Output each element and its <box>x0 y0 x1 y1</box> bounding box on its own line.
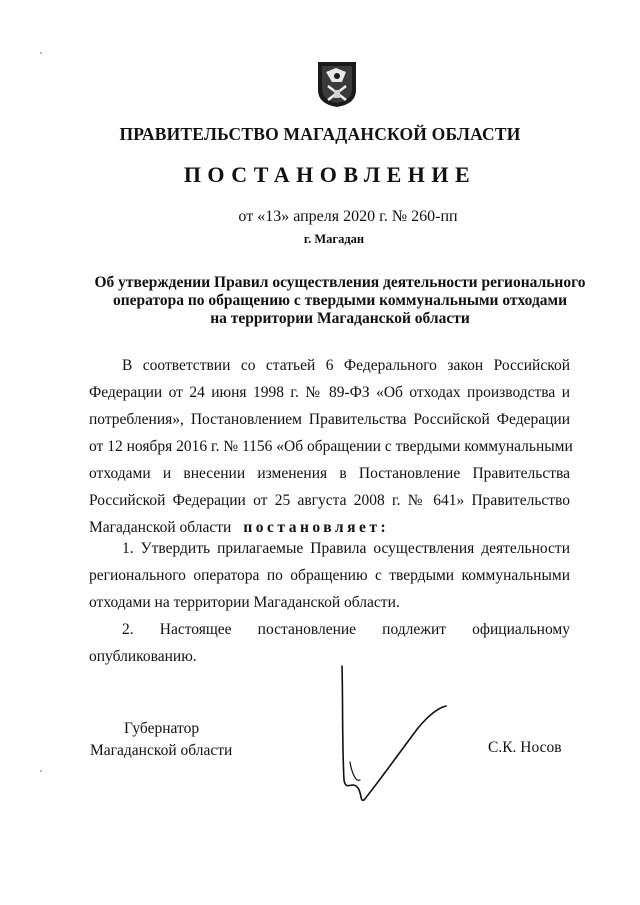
scan-artifact <box>40 770 42 772</box>
scan-artifact <box>40 52 42 54</box>
government-name: ПРАВИТЕЛЬСТВО МАГАДАНСКОЙ ОБЛАСТИ <box>119 124 521 144</box>
coat-of-arms-emblem <box>316 60 358 108</box>
handwritten-signature <box>330 662 460 812</box>
paragraph-line: Федерации от 24 июня 1998 г. № 89-ФЗ «Об отходах производства и <box>89 384 570 401</box>
paragraph-line: Российской Федерации от 25 августа 2008 г. № 641» Правительство <box>89 492 570 509</box>
paragraph-line: опубликованию. <box>89 648 197 665</box>
resolves-keyword: постановляет: <box>243 519 390 536</box>
document-type: ПОСТАНОВЛЕНИЕ <box>183 162 477 187</box>
paragraph-line: регионального оператора по обращению с твердыми коммунальными <box>89 567 570 584</box>
signatory-name: С.К. Носов <box>488 739 562 756</box>
clause-1-paragraph <box>89 535 570 616</box>
paragraph-line: потребления», Постановлением Правительства Российской Федерации <box>89 411 570 428</box>
paragraph-line: отходами на территории Магаданской области. <box>89 594 400 611</box>
paragraph-line: 1. Утвердить прилагаемые Правила осуществления деятельности <box>122 540 570 557</box>
document-city: г. Магадан <box>303 232 365 246</box>
paragraph-line: В соответствии со статьей 6 Федерального закон Российской <box>122 357 570 374</box>
position-line: Губернатор <box>124 720 200 737</box>
paragraph-line-text: Магаданской области <box>89 519 232 536</box>
document-date-number: от «13» апреля 2020 г. № 260-пп <box>238 208 458 225</box>
paragraph-line: 2. Настоящее постановление подлежит официальному <box>122 621 570 638</box>
preamble-paragraph <box>89 352 573 541</box>
paragraph-line: отходами и внесении изменения в Постановление Правительства <box>89 465 570 482</box>
signatory-position <box>90 718 232 762</box>
paragraph-line: от 12 ноября 2016 г. № 1156 «Об обращении с твердыми коммунальными <box>89 438 573 455</box>
document-title <box>80 274 600 328</box>
title-line: на территории Магаданской области <box>210 310 470 327</box>
title-line: оператора по обращению с твердыми коммунальными отходами <box>112 292 568 309</box>
position-line: Магаданской области <box>90 742 233 759</box>
title-line: Об утверждении Правил осуществления деятельности регионального <box>94 274 586 291</box>
